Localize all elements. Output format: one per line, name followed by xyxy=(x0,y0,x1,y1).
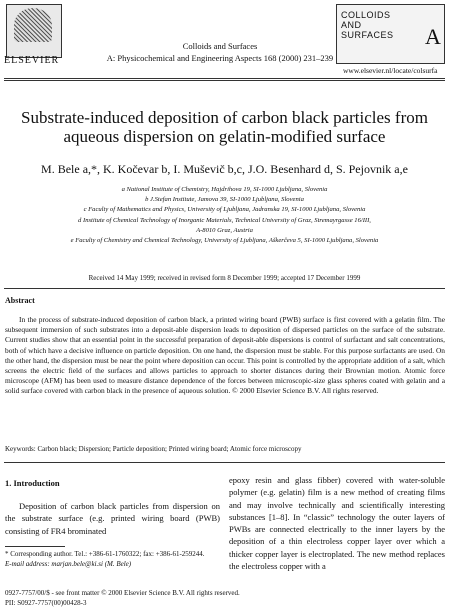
footnote-email: E-mail address: marjan.bele@ki.si (M. Bele) xyxy=(5,560,132,568)
author-list: M. Bele a,*, K. Kočevar b, I. Muševič b,c, J.O. Besenhard d, S. Pejovnik a,e xyxy=(41,162,408,176)
tree-icon xyxy=(14,8,52,42)
journal-name: Colloids and Surfaces xyxy=(182,41,258,51)
affiliation: d Institute of Chemical Technology of Inorganic Materials, Technical University of Graz, Stremayrgasse 16/III, xyxy=(78,216,371,224)
header-rule xyxy=(4,80,445,81)
affiliation: A-8010 Graz, Austria xyxy=(196,226,253,234)
affiliation: c Faculty of Mathematics and Physics, University of Ljubljana, Jadranska 19, SI-1000 Ljubljana, Slovenia xyxy=(83,206,366,214)
intro-paragraph-right: epoxy resin and glass fibber) covered with water-soluble polymer (e.g. gelatin) film is a new method of creating films and may involve technically and scientifically interesting substances [1–8]. In “classic” technology the outer layers of PWBs are connected electrically to the inner layers by the deposition of a thin electroless copper layer over which a thicker copper layer is electroplated. The new method replaces the electroless copper with a xyxy=(229,475,445,572)
page-footer xyxy=(5,588,445,608)
journal-volume: A: Physicochemical and Engineering Aspects 168 (2000) 231–239 xyxy=(106,53,334,63)
copyright-line: 0927-7757/00/$ - see front matter © 2000 Elsevier Science B.V. All rights reserved. xyxy=(5,589,240,597)
journal-citation xyxy=(80,40,360,64)
cover-title-line: SURFACES xyxy=(341,30,394,40)
abstract-text: In the process of substrate-induced deposition of carbon black, a printed wiring board (PWB) surface is first covered with a gelatin film. The subsequent immersion of such substrates into a deposit-able dispersion leads to deposition of dispersed particles on the surface of the substrate. Current studies show that an essential point in the successful preparation of deposit-able dispersions is control of surfactant and salt concentrations, both of which have a decisive influence on particle deposition. On one hand, the dispersion must be stable. For this purpose surfactants are used. On the other hand, the dispersion must be near the point where deposition can occur. This point is controlled by the appropriate addition of a salt, which screens the electric field of the surfaces and allows particles to approach to shorter distances during their Brownian motion. Atomic force microscope (AFM) has been used to measure distance dependence of the forces between microscopic-size glass spheres coated with gelatin and a solid surface covered with carbon black in the presence of aqueous solution. © 2000 Elsevier Science B.V. All rights reserved. xyxy=(5,315,445,396)
pii-line: PII: S0927-7757(00)00428-3 xyxy=(5,599,87,607)
abstract-heading: Abstract xyxy=(5,296,35,305)
cover-title-line: AND xyxy=(341,20,362,30)
received-dates: Received 14 May 1999; received in revised form 8 December 1999; accepted 17 December 1999 xyxy=(88,274,361,282)
title-line: aqueous dispersion on gelatin-modified surface xyxy=(63,127,386,146)
affiliation: b J.Stefan Institute, Jamova 39, SI-1000 Ljubljana, Slovenia xyxy=(145,196,304,204)
intro-paragraph-left: Deposition of carbon black particles from dispersion on the substrate surface (e.g. printed wiring board (PWB) consisting of FR4 brominated xyxy=(5,501,220,536)
cover-title-line: COLLOIDS xyxy=(341,10,391,20)
affiliation-list xyxy=(0,185,449,246)
section-heading-introduction: 1. Introduction xyxy=(5,478,60,488)
section-rule xyxy=(4,462,445,463)
journal-url[interactable]: www.elsevier.nl/locate/colsurfa xyxy=(343,66,438,75)
article-title xyxy=(0,108,449,146)
footnote-contact: * Corresponding author. Tel.: +386-61-1760322; fax: +386-61-259244. xyxy=(5,550,205,558)
keywords: Keywords: Carbon black; Dispersion; Particle deposition; Printed wiring board; Atomic force microscopy xyxy=(5,445,302,453)
journal-cover-title xyxy=(341,10,394,40)
affiliation: e Faculty of Chemistry and Chemical Technology, University of Ljubljana, Aškerčeva 5, SI-1000 Ljubljana, Slovenia xyxy=(70,237,379,245)
journal-cover-letter: A xyxy=(425,24,441,49)
publisher-logo-text: ELSEVIER xyxy=(4,55,60,66)
section-rule xyxy=(4,288,445,289)
affiliation: a National Institute of Chemistry, Hajdrihova 19, SI-1000 Ljubljana, Slovenia xyxy=(121,186,328,193)
header-rule xyxy=(4,78,445,79)
footnote xyxy=(5,549,220,569)
title-line: Substrate-induced deposition of carbon black particles from xyxy=(21,108,428,127)
footnote-rule xyxy=(5,546,65,547)
